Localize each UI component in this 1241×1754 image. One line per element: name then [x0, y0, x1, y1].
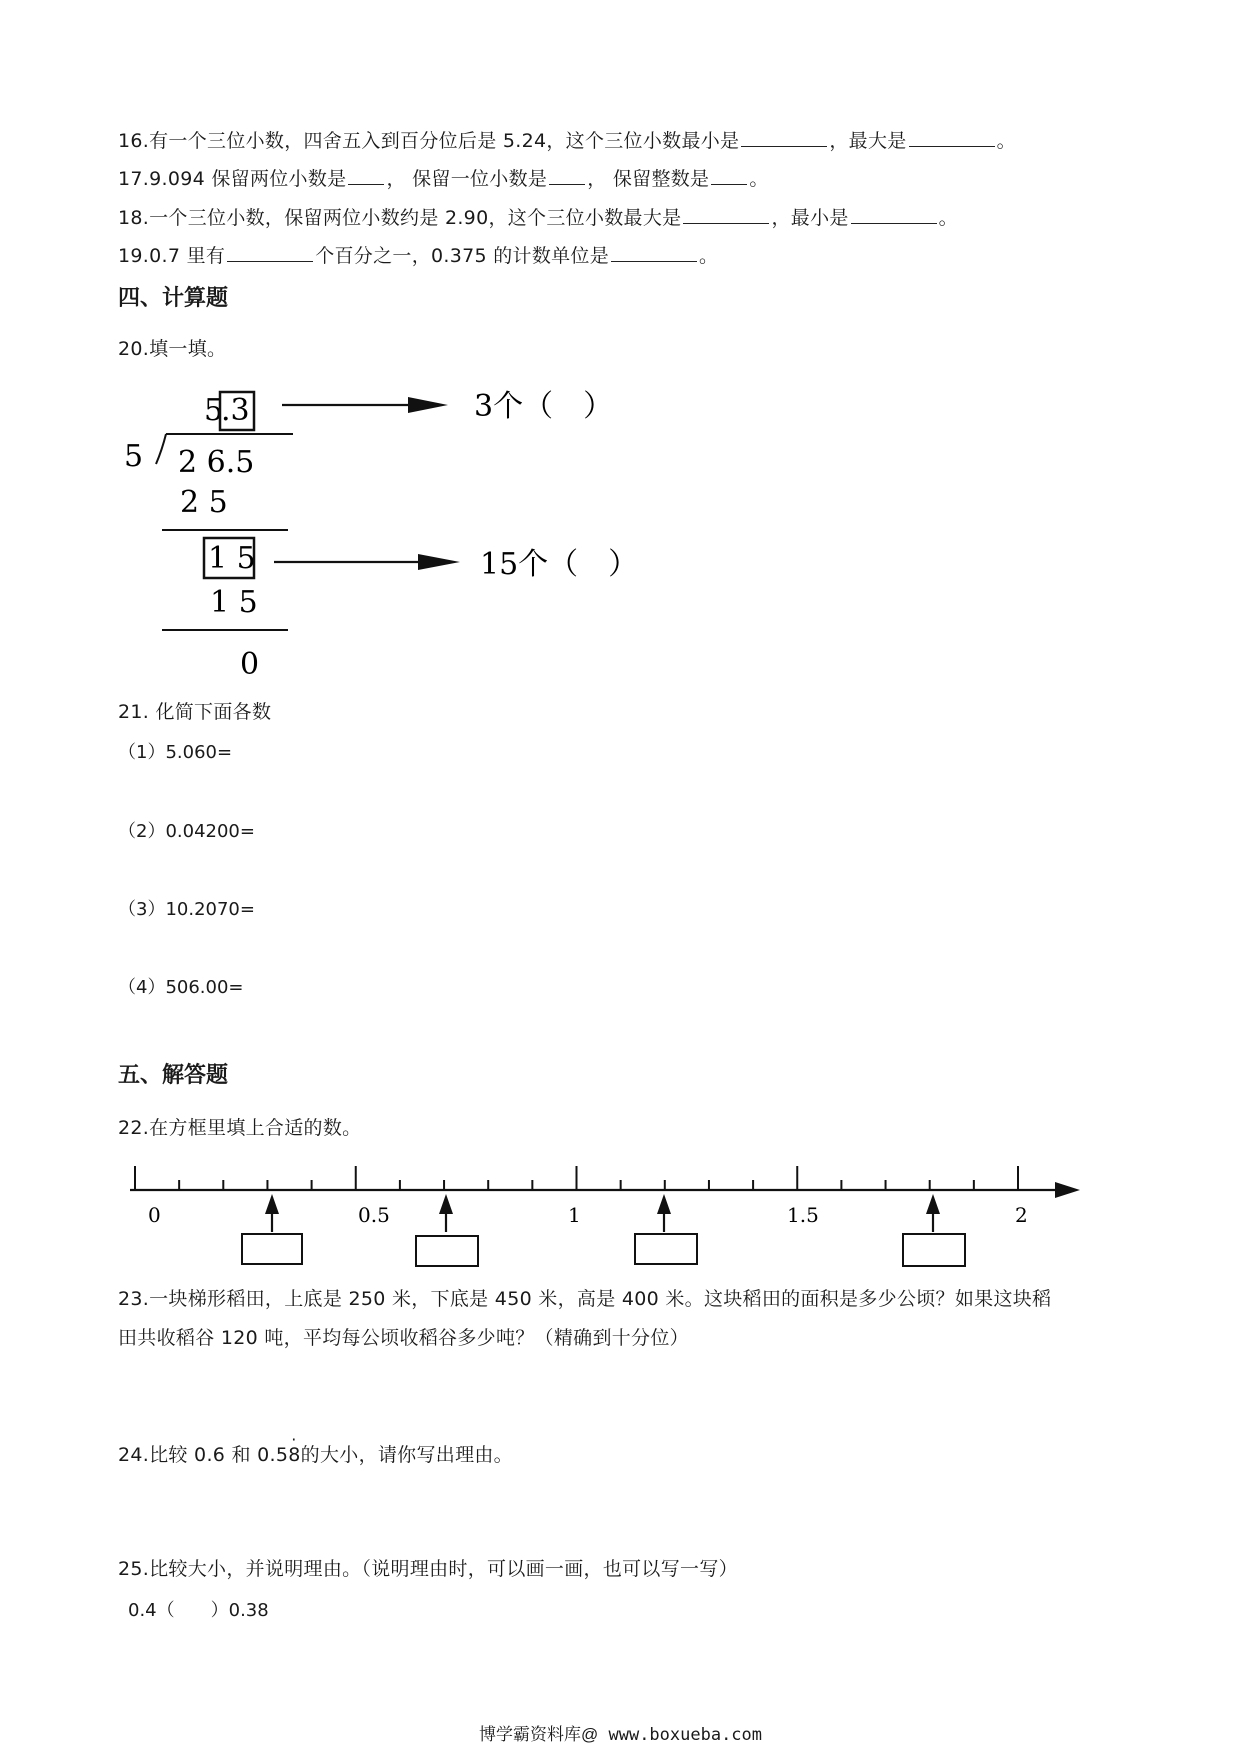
section-heading-5: 五、解答题 — [118, 1063, 229, 1088]
q17-end: 。 — [749, 168, 769, 190]
quotient-box-digit: .3 — [221, 393, 250, 428]
q21-item-4: （4）506.00= — [118, 977, 244, 998]
q18-end: 。 — [938, 207, 958, 229]
question-23-line-2: 田共收稻谷 120 吨，平均每公顷收稻谷多少吨？（精确到十分位） — [118, 1327, 689, 1349]
question-21: 21. 化简下面各数 — [118, 701, 272, 723]
pointer-1 — [265, 1194, 279, 1232]
q16-text: 16.有一个三位小数，四舍五入到百分位后是 5.24，这个三位小数最小是 — [118, 130, 740, 152]
divisor: 5 — [124, 439, 144, 474]
q18-blank-min[interactable] — [851, 205, 937, 224]
arrow-label-2: 15个（ ） — [480, 547, 639, 582]
q19-blank-2[interactable] — [611, 243, 697, 262]
nl-label-1-5: 1.5 — [787, 1203, 819, 1227]
nl-label-1: 1 — [568, 1203, 581, 1227]
question-17 — [118, 164, 769, 191]
pointer-2 — [439, 1194, 453, 1232]
question-23-line-1: 23.一块梯形稻田，上底是 250 米，下底是 450 米，高是 400 米。这块稻田的面积是多少公顷？如果这块稻 — [118, 1288, 1052, 1310]
answer-box-2[interactable] — [416, 1236, 478, 1266]
q17-blank-1[interactable] — [348, 166, 384, 185]
q19-blank-1[interactable] — [227, 243, 313, 262]
q24-post: 的大小，请你写出理由。 — [300, 1444, 513, 1466]
q24-repeating-digit — [288, 1430, 301, 1466]
q16-mid: ，最大是 — [829, 130, 907, 152]
remainder-digits: 1 5 — [208, 541, 256, 576]
q25-compare: 0.4（ ）0.38 — [128, 1600, 269, 1621]
q16-end: 。 — [996, 130, 1016, 152]
q17-blank-2[interactable] — [549, 166, 585, 185]
q21-item-1: （1）5.060= — [118, 742, 233, 763]
question-18 — [118, 203, 958, 230]
question-19 — [118, 241, 718, 268]
number-line-figure — [120, 1148, 1100, 1278]
question-25: 25.比较大小，并说明理由。（说明理由时，可以画一画，也可以写一写） — [118, 1558, 738, 1580]
dividend: 2 6.5 — [178, 445, 255, 480]
q18-mid: ，最小是 — [771, 207, 849, 229]
footer-brand: 博学霸资料库@ — [478, 1725, 599, 1744]
arrow-head-1 — [408, 397, 448, 413]
footer-site[interactable]: www.boxueba.com — [598, 1725, 763, 1745]
q17-text: 17.9.094 保留两位小数是 — [118, 168, 347, 190]
arrow-label-1: 3个（ ） — [474, 389, 614, 424]
question-16 — [118, 126, 1016, 153]
answer-box-4[interactable] — [903, 1234, 965, 1266]
q19-mid: 个百分之一，0.375 的计数单位是 — [315, 245, 610, 267]
q18-blank-max[interactable] — [683, 205, 769, 224]
division-bracket — [156, 434, 166, 464]
question-22: 22.在方框里填上合适的数。 — [118, 1117, 362, 1139]
nl-label-0: 0 — [148, 1203, 161, 1227]
q19-end: 。 — [699, 245, 719, 267]
section-heading-4: 四、计算题 — [118, 286, 229, 311]
question-24 — [118, 1430, 513, 1467]
q17-mid1: ， 保留一位小数是 — [386, 168, 548, 190]
quotient-digit: 5 — [204, 393, 224, 428]
q24-digit: 8 — [288, 1444, 301, 1466]
q24-pre: 24.比较 0.6 和 0.5 — [118, 1444, 289, 1466]
step1-product: 2 5 — [180, 485, 228, 520]
step2-product: 1 5 — [210, 585, 258, 620]
arrow-head-2 — [418, 554, 460, 570]
number-line-arrow — [1055, 1182, 1080, 1198]
question-20: 20.填一填。 — [118, 338, 227, 360]
long-division-figure — [118, 380, 678, 680]
q19-text: 19.0.7 里有 — [118, 245, 226, 267]
pointer-3 — [657, 1194, 671, 1232]
answer-box-3[interactable] — [635, 1234, 697, 1264]
number-line-ticks — [135, 1166, 1018, 1190]
final-remainder: 0 — [240, 647, 260, 680]
pointer-4 — [926, 1194, 940, 1232]
nl-label-2: 2 — [1015, 1203, 1028, 1227]
q17-blank-3[interactable] — [711, 166, 747, 185]
nl-label-0-5: 0.5 — [358, 1203, 390, 1227]
q16-blank-min[interactable] — [741, 128, 827, 147]
page-footer — [0, 1720, 1241, 1745]
q17-mid2: ， 保留整数是 — [587, 168, 710, 190]
q21-item-2: （2）0.04200= — [118, 821, 255, 842]
q16-blank-max[interactable] — [909, 128, 995, 147]
q21-item-3: （3）10.2070= — [118, 899, 255, 920]
q18-text: 18.一个三位小数，保留两位小数约是 2.90，这个三位小数最大是 — [118, 207, 682, 229]
answer-box-1[interactable] — [242, 1234, 302, 1264]
q24-repeat-dot: · — [291, 1430, 297, 1449]
